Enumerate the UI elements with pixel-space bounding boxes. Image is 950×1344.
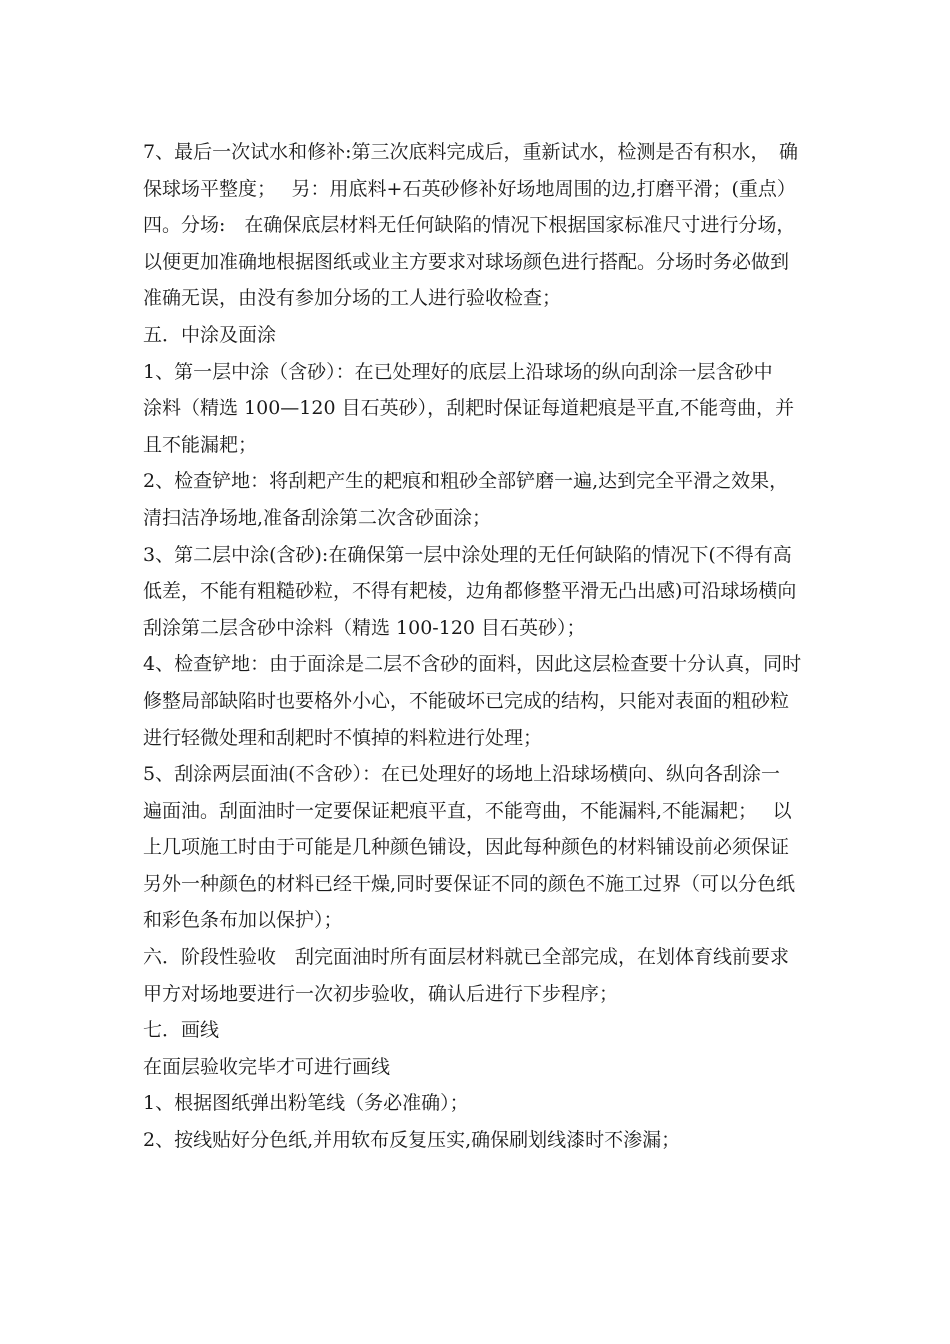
text-line: 1、根据图纸弹出粉笔线（务必准确）；	[143, 1092, 469, 1115]
section-heading: 五．中涂及面涂	[143, 323, 277, 346]
text-line: 上几项施工时由于可能是几种颜色铺设，因此每种颜色的材料铺设前必须保证	[143, 836, 790, 859]
text-line: 且不能漏耙；	[143, 433, 258, 456]
text-line: 低差，不能有粗糙砂粒，不得有耙棱，边角都修整平滑无凸出感)可沿球场横向	[143, 580, 797, 603]
text-line: 修整局部缺陷时也要格外小心，不能破坏已完成的结构，只能对表面的粗砂粒	[143, 689, 790, 712]
text-line: 涂料（精选 100—120 目石英砂），刮耙时保证每道耙痕是平直,不能弯曲，并	[143, 397, 795, 420]
section-heading: 六．阶段性验收 刮完面油时所有面层材料就已全部完成，在划体育线前要求	[143, 946, 790, 969]
text-line: 和彩色条布加以保护）；	[143, 909, 343, 932]
text-line: 4、检查铲地：由于面涂是二层不含砂的面料，因此这层检查要十分认真，同时	[143, 653, 802, 676]
text-line: 2、检查铲地：将刮耙产生的耙痕和粗砂全部铲磨一遍,达到完全平滑之效果，	[143, 470, 789, 493]
text-line: 5、刮涂两层面油(不含砂）：在已处理好的场地上沿球场横向、纵向各刮涂一	[143, 763, 781, 786]
text-line: 准确无误，由没有参加分场的工人进行验收检查；	[143, 287, 562, 310]
text-line: 遍面油。刮面油时一定要保证耙痕平直，不能弯曲，不能漏料,不能漏耙； 以	[143, 799, 792, 822]
text-line: 甲方对场地要进行一次初步验收，确认后进行下步程序；	[143, 982, 619, 1005]
section-heading: 七．画线	[143, 1019, 220, 1042]
text-line: 四。分场: 在确保底层材料无任何缺陷的情况下根据国家标准尺寸进行分场，	[143, 214, 796, 237]
document-body	[143, 134, 811, 1159]
text-line: 3、第二层中涂(含砂):在确保第一层中涂处理的无任何缺陷的情况下(不得有高	[143, 543, 792, 566]
text-line: 以便更加准确地根据图纸或业主方要求对球场颜色进行搭配。分场时务必做到	[143, 250, 790, 273]
text-line: 清扫洁净场地,准备刮涂第二次含砂面涂；	[143, 506, 492, 529]
text-line: 另外一种颜色的材料已经干燥,同时要保证不同的颜色不施工过界（可以分色纸	[143, 872, 796, 895]
text-line: 保球场平整度； 另：用底料+石英砂修补好场地周围的边,打磨平滑；(重点）	[143, 177, 796, 200]
text-line: 2、按线贴好分色纸,并用软布反复压实,确保刷划线漆时不渗漏；	[143, 1129, 681, 1152]
text-line: 1、第一层中涂（含砂）：在已处理好的底层上沿球场的纵向刮涂一层含砂中	[143, 360, 773, 383]
text-line: 7、最后一次试水和修补:第三次底料完成后，重新试水，检测是否有积水， 确	[143, 141, 798, 163]
text-line: 刮涂第二层含砂中涂料（精选 100-120 目石英砂）；	[143, 616, 586, 639]
text-line: 在面层验收完毕才可进行画线	[143, 1055, 391, 1078]
text-line: 进行轻微处理和刮耙时不慎掉的料粒进行处理；	[143, 726, 543, 749]
